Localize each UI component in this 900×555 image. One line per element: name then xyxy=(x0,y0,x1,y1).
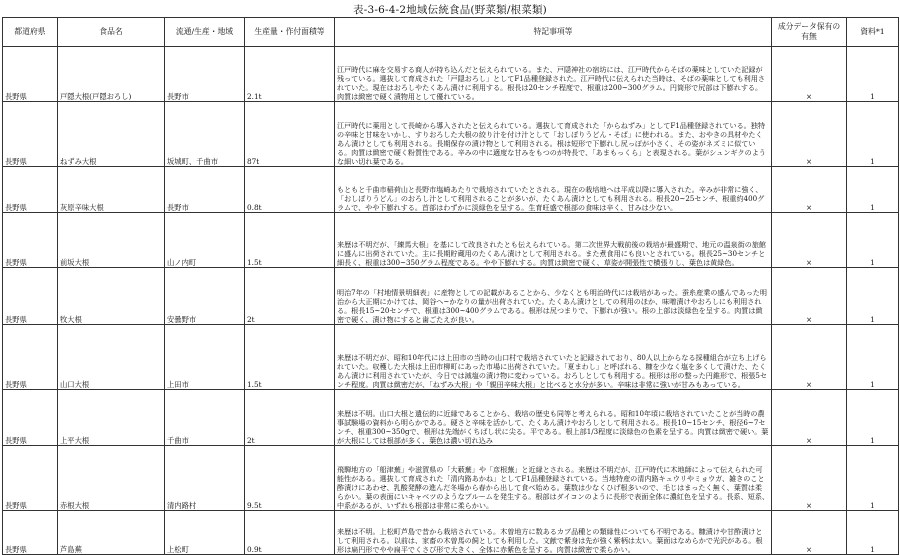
cell-notes: 明治7年の「村地情景明細表」に産物としての記載があることから、少なくとも明治時代には栽培があった。蚕糸産業の盛んであった明治から大正期にかけては、岡谷へ~かなりの量が出荷されていた。たくあん漬けとしての利用のほか、味噌漬けやおろしにも利用される。根長15~20センチで、根重は300~400グラムである。根形は尻つまりで、下膨れが強い。根の上部は淡緑色を呈する。肉質は緻密で硬く、漬け物にすると歯ごたえが良い。 xyxy=(335,268,772,325)
cell-ref: 1 xyxy=(847,268,899,325)
cell-ref: 1 xyxy=(847,325,899,390)
cell-notes: 江戸時代に麻を交易する商人が持ち込んだと伝えられている。また、戸隠神社の宿坊には、江戸時代からそばの薬味としていた記録が残っている。選抜して育成された「戸隠おろし」としてF1品種登録された。江戸時代に伝えられた当時は、そばの薬味としても利用されていた。現在はおろしやたくあん漬けに利用する。根長は20センチ程度で、根重は200~300グラム。円筒形で尻部は下膨れする。肉質は緻密で硬く漬物用として優れている。 xyxy=(335,47,772,102)
cell-volume: 2.1t xyxy=(245,47,335,102)
cell-volume: 1.5t xyxy=(245,213,335,268)
cell-notes: 飛騨地方の「船津蕪」や滋賀県の「大薮蕪」や「彦根蕪」と近縁とされる。来歴は不明だが、江戸時代に木地師によって伝えられた可能性がある。選抜して育成された「清内路あかね」としてF1品種登録されている。当地特産の清内路キュウリやミョウガ、雑きのこと酢漬けにあわせ、乳酸発酵の進んだ冬場から春から出して食べ始める。葉数は少なくひげ根多いので、毛じはまったく無く、葉質は柔らかい。葉の表面にいキャベツのようなブルームを発生する。根部はダイコンのように長形で表面全体に濃紅色を呈する。長系、短系、中系があるが、いずれも根部は非常に柔らかい。 xyxy=(335,446,772,511)
header-data-flag: 成分データ保有の有無 xyxy=(772,18,847,47)
cell-notes: 来歴は不明だが、「練馬大根」を基にして改良されたとも伝えられている。第二次世界大戦前後の栽培が最盛期で、地元の温泉街の旅館に盛んに出荷されていた。主に長期貯蔵用のたくあん漬けとして利用される。また煮食用にも良いとされている。根長25~30センチと細長く、根重は300~350グラム程度である。やや下膨れする。肉質は緻密で硬く、草姿が開張性で横張りし、葉色は黄緑色。 xyxy=(335,213,772,268)
cell-volume: 87t xyxy=(245,102,335,167)
cell-data-flag: × xyxy=(772,167,847,213)
cell-ref: 1 xyxy=(847,47,899,102)
cell-food: 芦島蕪 xyxy=(58,511,165,555)
cell-food: 上平大根 xyxy=(58,390,165,446)
cell-food: 牧大根 xyxy=(58,268,165,325)
cell-volume: 2t xyxy=(245,390,335,446)
header-region: 流通/生産・地域 xyxy=(165,18,245,47)
cell-data-flag: × xyxy=(772,325,847,390)
cell-region: 上田市 xyxy=(165,325,245,390)
header-notes: 特記事項等 xyxy=(335,18,772,47)
cell-volume: 9.5t xyxy=(245,446,335,511)
cell-region: 長野市 xyxy=(165,167,245,213)
cell-ref: 1 xyxy=(847,446,899,511)
cell-prefecture: 長野県 xyxy=(3,47,58,102)
cell-food: 山口大根 xyxy=(58,325,165,390)
cell-ref: 1 xyxy=(847,102,899,167)
table-row xyxy=(3,446,899,511)
cell-notes: もともと千曲市稲荷山と長野市塩崎あたりで栽培されていたとされる。現在の栽培地へは平成以降に導入された。辛みが非常に強く、「おしぼりうどん」のおろし汁として利用されることが多いが、たくあん漬けとしても利用される。根長20~25センチ、根重約400グラムで、やや下膨れする。首部はわずかに淡緑色を呈する。生育旺盛で根部の食味は辛く、甘みは少ない。 xyxy=(335,167,772,213)
table-row xyxy=(3,325,899,390)
cell-region: 清内路村 xyxy=(165,446,245,511)
cell-data-flag: × xyxy=(772,268,847,325)
cell-food: 赤根大根 xyxy=(58,446,165,511)
table-row xyxy=(3,213,899,268)
cell-prefecture: 長野県 xyxy=(3,213,58,268)
cell-data-flag: × xyxy=(772,213,847,268)
cell-data-flag: × xyxy=(772,511,847,555)
cell-ref: 1 xyxy=(847,390,899,446)
cell-data-flag: × xyxy=(772,47,847,102)
cell-region: 安曇野市 xyxy=(165,268,245,325)
cell-data-flag: × xyxy=(772,390,847,446)
table-title: 表-3-6-4-2地域伝統食品(野菜類/根菜類) xyxy=(353,4,547,16)
cell-region: 山ノ内町 xyxy=(165,213,245,268)
cell-prefecture: 長野県 xyxy=(3,268,58,325)
cell-region: 長野市 xyxy=(165,47,245,102)
cell-ref: 1 xyxy=(847,511,899,555)
cell-prefecture: 長野県 xyxy=(3,390,58,446)
cell-region: 坂城町、千曲市 xyxy=(165,102,245,167)
cell-data-flag: × xyxy=(772,446,847,511)
cell-volume: 0.8t xyxy=(245,167,335,213)
cell-food: ねずみ大根 xyxy=(58,102,165,167)
header-volume: 生産量・作付面積等 xyxy=(245,18,335,47)
cell-food: 前坂大根 xyxy=(58,213,165,268)
cell-volume: 2t xyxy=(245,268,335,325)
cell-prefecture: 長野県 xyxy=(3,167,58,213)
table-row xyxy=(3,268,899,325)
table-row xyxy=(3,47,899,102)
cell-prefecture: 長野県 xyxy=(3,511,58,555)
cell-notes: 来歴は不明。山口大根と遺伝的に近縁であることから、栽培の歴史も同等と考えられる。昭和10年頃に栽培されていたことが当時の農事試験場の資料から明らかである。硬さと辛味を活かして、たくあん漬けやおろしとして利用される。根長10~15センチ、根径6~7センチ、根重300~350gで、根形は先端がくちばし状に尖る。平である。根上部1/3程度に淡緑色の色素を呈する。肉質は緻密で硬い。葉が大根にしては根部が多く、葉色は濃い切れ込み xyxy=(335,390,772,446)
table-row xyxy=(3,102,899,167)
cell-food: 灰原辛味大根 xyxy=(58,167,165,213)
cell-notes: 江戸時代に薬用として長崎から導入されたと伝えられている。選抜して育成された「からねずみ」としてF1品種登録されている。独特の辛味と甘味をいかし、すりおろした大根の絞り汁を付け汁として「おしぼりうどん・そば」に使われる。また、おやきの具材やたくあん漬けとしても利用される。長期保存の漬け物として利用される。根は短形で下膨れし尻っぽが小さく、その姿がネズミに似ている。肉質は緻密で硬く粉質性である。辛みの中に適度な甘みをもつのが特長で、「あまもっくら」と表現される。葉がシュンギクのような細い切れ葉である。 xyxy=(335,102,772,167)
cell-volume: 1.5t xyxy=(245,325,335,390)
cell-region: 上松町 xyxy=(165,511,245,555)
cell-notes: 来歴は不明。上松町芦島で昔から栽培されている。木曽地方に数あるカブ品種との類縁性についても不明である。糠漬けや甘酢漬けとして利用される。以前は、家畜の木曽馬の飼としても利用した。文献で紫身は先が強く紫柄は太い。葉面はなめらかで光沢がある。根形は扁円形でやや扁平でくさび形で大きく、全体に赤紫色を呈する。肉質は緻密で柔らかい。 xyxy=(335,511,772,555)
header-prefecture: 都道府県 xyxy=(3,18,58,47)
table-row xyxy=(3,167,899,213)
cell-ref: 1 xyxy=(847,167,899,213)
header-ref: 資料*1 xyxy=(847,18,899,47)
table-row xyxy=(3,390,899,446)
cell-volume: 0.9t xyxy=(245,511,335,555)
food-table xyxy=(2,17,899,555)
cell-notes: 来歴は不明だが、昭和10年代には上田市の当時の山口村で栽培されていたと記録されており、80人以上からなる採種組合が立ち上げられていた。収穫した大根は上田市柳町にあった市場に出荷されていた。「夏まわし」と呼ばれる、糠を少なく塩を多くして漬けた、たくあん漬けに利用されていたが、今日では減塩の漬け物に変わっている。おろしとしても利用する。根形は形の整った円錐形で、根張5センチ程度。肉質は緻密だが、「ねずみ大根」や「親田辛味大根」と比べると水分が多い。辛味は非常に強いが甘みもあっている。 xyxy=(335,325,772,390)
cell-ref: 1 xyxy=(847,213,899,268)
cell-prefecture: 長野県 xyxy=(3,102,58,167)
cell-prefecture: 長野県 xyxy=(3,325,58,390)
cell-food: 戸隠大根(戸隠おろし) xyxy=(58,47,165,102)
cell-data-flag: × xyxy=(772,102,847,167)
cell-prefecture: 長野県 xyxy=(3,446,58,511)
header-food: 食品名 xyxy=(58,18,165,47)
table-row xyxy=(3,511,899,555)
header-row xyxy=(3,18,899,47)
cell-region: 千曲市 xyxy=(165,390,245,446)
